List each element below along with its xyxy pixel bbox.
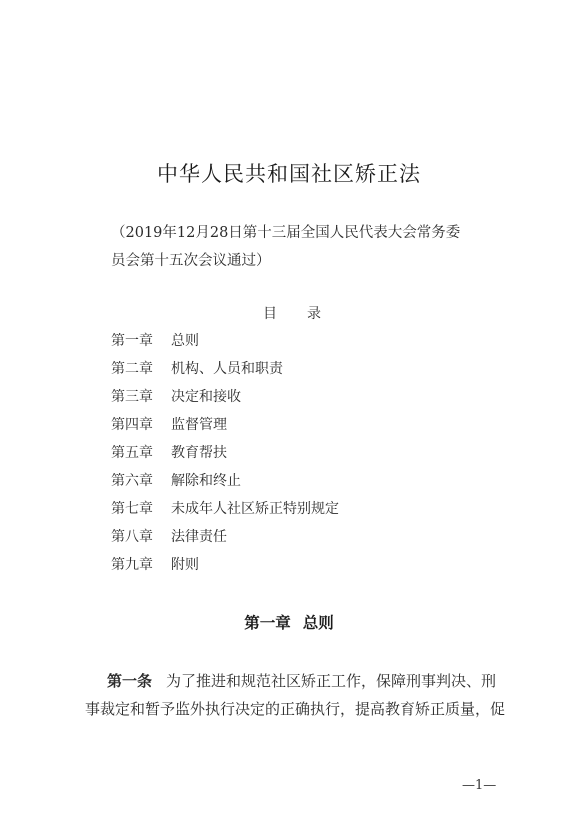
article-line-1-text: 为了推进和规范社区矫正工作，保障刑事判决、刑 xyxy=(166,672,497,690)
toc-chapter-number: 第五章 xyxy=(111,445,153,461)
toc-chapter-title: 未成年人社区矫正特别规定 xyxy=(171,501,339,517)
chapter-heading-title: 总则 xyxy=(302,614,334,632)
toc-item xyxy=(111,360,339,388)
toc-item xyxy=(111,500,339,528)
toc-chapter-number: 第二章 xyxy=(111,361,153,377)
article-paragraph xyxy=(85,667,506,723)
toc-chapter-title: 附则 xyxy=(171,557,199,573)
toc-chapter-title: 决定和接收 xyxy=(171,389,241,405)
toc-chapter-title: 教育帮扶 xyxy=(171,445,227,461)
toc-chapter-title: 机构、人员和职责 xyxy=(171,361,283,377)
toc-chapter-number: 第一章 xyxy=(111,333,153,349)
toc-chapter-number: 第七章 xyxy=(111,501,153,517)
toc-chapter-title: 监督管理 xyxy=(171,417,227,433)
table-of-contents xyxy=(111,332,339,584)
toc-chapter-title: 法律责任 xyxy=(171,529,227,545)
article-line-1 xyxy=(85,667,500,695)
toc-item xyxy=(111,444,339,472)
toc-item xyxy=(111,472,339,500)
article-line-2: 事裁定和暂予监外执行决定的正确执行，提高教育矫正质量，促 xyxy=(85,700,506,718)
toc-chapter-number: 第六章 xyxy=(111,473,153,489)
toc-heading-right: 录 xyxy=(307,306,321,322)
adoption-note xyxy=(111,219,491,275)
toc-heading-left: 目 xyxy=(263,306,277,322)
adoption-note-line-2: 员会第十五次会议通过） xyxy=(111,253,271,269)
toc-chapter-number: 第八章 xyxy=(111,529,153,545)
chapter-heading-number: 第一章 xyxy=(244,614,291,632)
chapter-heading xyxy=(0,611,578,633)
toc-item xyxy=(111,556,339,584)
toc-item xyxy=(111,332,339,360)
toc-item xyxy=(111,388,339,416)
document-title: 中华人民共和国社区矫正法 xyxy=(157,162,421,186)
adoption-note-line-1: （2019年12月28日第十三届全国人民代表大会常务委 xyxy=(111,225,461,241)
toc-chapter-title: 解除和终止 xyxy=(171,473,241,489)
toc-item xyxy=(111,528,339,556)
toc-chapter-title: 总则 xyxy=(171,333,199,349)
toc-chapter-number: 第三章 xyxy=(111,389,153,405)
article-label: 第一条 xyxy=(107,672,153,690)
toc-heading xyxy=(263,303,321,323)
toc-item xyxy=(111,416,339,444)
page-number: —1— xyxy=(462,778,497,793)
toc-chapter-number: 第九章 xyxy=(111,557,153,573)
toc-chapter-number: 第四章 xyxy=(111,417,153,433)
